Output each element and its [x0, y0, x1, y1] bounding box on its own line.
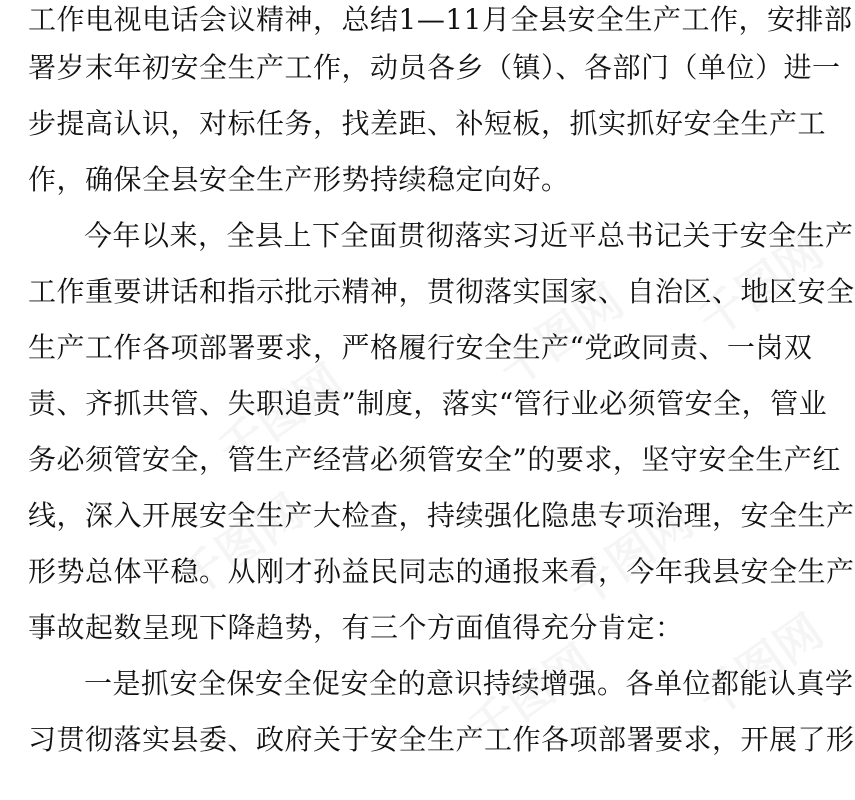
paragraph-first-line: 今年以来，全县上下全面贯彻落实习近平总书记关于安全生产 [84, 219, 854, 252]
watermark-text: 千图网 [558, 493, 703, 618]
body-text-line: 工作电视电话会议精神，总结1—11月全县安全生产工作，安排部 [28, 3, 853, 36]
body-text-line: 务必须管安全，管生产经营必须管安全”的要求，坚守安全生产红 [28, 443, 841, 476]
body-text-line: 作，确保全县安全生产形势持续稳定向好。 [28, 163, 570, 196]
body-text-line: 步提高认识，对标任务，找差距、补短板，抓实抓好安全生产工 [28, 107, 827, 140]
watermark-text: 千图网 [458, 633, 603, 758]
body-text-line: 事故起数呈现下降趋势，有三个方面值得充分肯定： [28, 611, 684, 644]
body-text-line: 责、齐抓共管、失职追责”制度，落实“管行业必须管安全，管业 [28, 387, 828, 420]
watermark-text: 千图网 [208, 353, 353, 478]
body-text-line: 工作重要讲话和指示批示精神，贯彻落实国家、自治区、地区安全 [28, 275, 855, 308]
watermark-text: 千图网 [488, 273, 633, 398]
watermark-text: 千图网 [168, 483, 313, 608]
body-text-line: 习贯彻落实县委、政府关于安全生产工作各项部署要求，开展了形 [28, 723, 855, 756]
watermark-text: 千图网 [688, 603, 833, 728]
body-text-line: 形势总体平稳。从刚才孙益民同志的通报来看，今年我县安全生产 [28, 555, 855, 588]
watermark-text: 千图网 [688, 223, 833, 348]
body-text-line: 线，深入开展安全生产大检查，持续强化隐患专项治理，安全生产 [28, 499, 855, 532]
paragraph-first-line: 一是抓安全保安全促安全的意识持续增强。各单位都能认真学 [84, 667, 854, 700]
body-text-line: 署岁末年初安全生产工作，动员各乡（镇）、各部门（单位）进一 [28, 51, 841, 84]
body-text-line: 生产工作各项部署要求，严格履行安全生产“党政同责、一岗双 [28, 331, 813, 364]
